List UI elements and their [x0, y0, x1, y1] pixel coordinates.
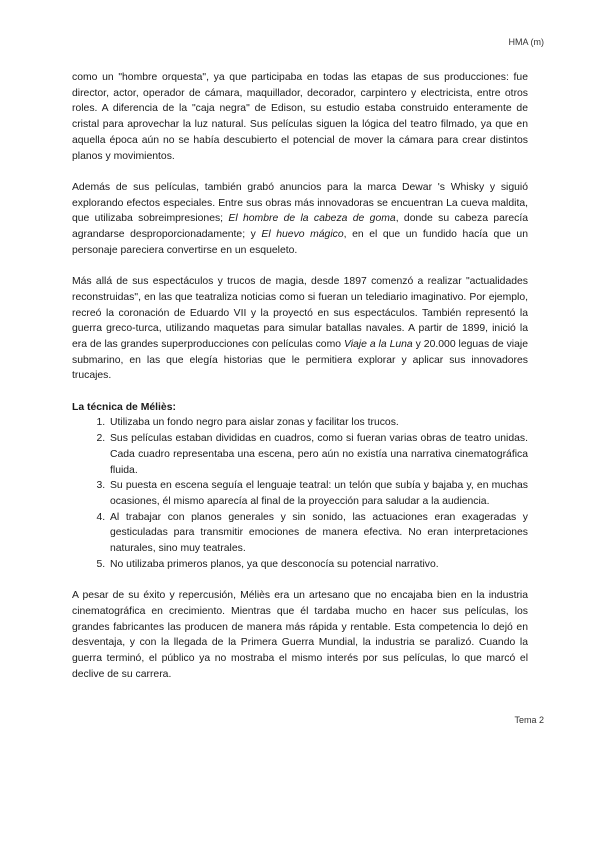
paragraph-decline: A pesar de su éxito y repercusión, Méliès era un artesano que no encajaba bien en la industria cinematográfica en crecimiento. Mientras que él tardaba mucho en hacer sus películas, los grandes fabricantes las producen de manera más rápida y rentable. Esta competencia lo dejó en desventaja, y con la llegada de la Primera Guerra Mundial, la industria se paralizó. Cuando la guerra terminó, el público ya no mostraba el mismo interés por sus películas, lo que marcó el declive de su carrera. — [72, 590, 528, 680]
list-item: 5. No utilizaba primeros planos, ya que desconocía su potencial narrativo. — [108, 557, 528, 573]
paragraph-intro: como un "hombre orquesta", ya que participaba en todas las etapas de sus producciones: fue director, actor, operador de cámara, maquillador, decorador, carpintero y electricista, entre otros roles. A diferencia de la "caja negra" de Edison, su estudio estaba construido enteramente de cristal para aprovechar la luz natural. Sus películas siguen la lógica del teatro filmado, ya que en aquella época aún no se había descubierto el potencial de mover la cámara para crear distintos planos y movimientos. — [72, 72, 528, 162]
text-span: Además de sus películas, también grabó anuncios para la marca Dewar 's Whisky y siguió explorando efectos especiales. Entre sus obras más innovadoras se encuentran La cueva maldita, que utilizaba sobreimpresiones; — [72, 181, 528, 225]
text-span: , en el que un fundido hacía que un personaje pareciera convertirse en un esqueleto. — [72, 229, 528, 256]
paragraph-effects — [72, 180, 528, 259]
text-span: y 20.000 leguas de viaje submarino, en las que elegía historias que le permitiera explorar y aplicar sus innovadores trucajes. — [72, 338, 528, 382]
list-item: 4. Al trabajar con planos generales y sin sonido, las actuaciones eran exageradas y gesticuladas para transmitir emociones de manera efectiva. No eran interpretaciones naturales, sino muy teatrales. — [108, 510, 528, 557]
page-header: HMA (m) — [508, 37, 544, 47]
list-item: 3. Su puesta en escena seguía el lenguaje teatral: un telón que subía y bajaba y, en muchas ocasiones, él mismo aparecía al final de la proyección para saludar a la audiencia. — [108, 478, 528, 509]
text-span: Más allá de sus espectáculos y trucos de magia, desde 1897 comenzó a realizar "actualidades reconstruidas", en las que teatraliza noticias como si fueran un telediario imaginativo. Por ejemplo, recreó la coronación de Eduardo VII y la proyectó en sus espectáculos. También representó la guerra greco-turca, utilizando maquetas para simular batallas navales. A partir de 1899, inició la era de las grandes superproducciones con películas como — [72, 276, 528, 350]
paragraph-actualidades — [72, 274, 528, 384]
film-title: El huevo mágico — [261, 229, 344, 241]
section-heading: La técnica de Méliès: — [72, 401, 176, 413]
technique-list — [72, 415, 528, 572]
text-span: , donde su cabeza parecía agrandarse desproporcionadamente; y — [72, 213, 529, 241]
film-title: El hombre de la cabeza de goma — [228, 213, 396, 225]
list-item: 1. Utilizaba un fondo negro para aislar zonas y facilitar los trucos. — [108, 415, 528, 431]
page-footer: Tema 2 — [514, 715, 544, 725]
list-item: 2. Sus películas estaban divididas en cuadros, como si fueran varias obras de teatro unidas. Cada cuadro representaba una escena, pero aún no existía una narrativa cinematográfica fluida. — [108, 431, 528, 478]
document-body — [72, 70, 528, 698]
film-title: Viaje a la Luna — [343, 338, 413, 350]
